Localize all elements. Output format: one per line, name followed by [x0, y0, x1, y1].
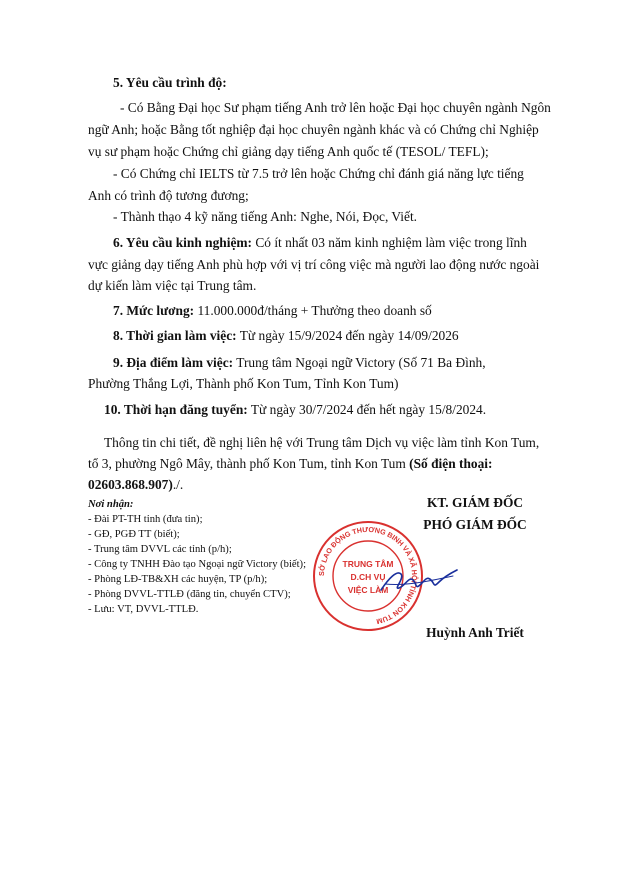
- section-5-line: Anh có trình độ tương đương;: [88, 188, 249, 203]
- recipient-item: - Công ty TNHH Đào tạo Ngoại ngữ Victory (biết);: [88, 559, 307, 570]
- section-6-label: 6. Yêu cầu kinh nghiệm:: [113, 235, 253, 250]
- recipient-item: - Phòng LĐ-TB&XH các huyện, TP (p/h);: [88, 574, 268, 585]
- contact-line: Thông tin chi tiết, đề nghị liên hệ với Trung tâm Dịch vụ việc làm tỉnh Kon Tum,: [104, 435, 540, 450]
- section-8-text: Từ ngày 15/9/2024 đến ngày 14/09/2026: [236, 328, 459, 343]
- section-6-line: dự kiến làm việc tại Trung tâm.: [88, 278, 257, 293]
- section-6-text: Có ít nhất 03 năm kinh nghiệm làm việc trong lĩnh: [252, 235, 527, 250]
- contact-line: [88, 453, 492, 475]
- section-7-line: [113, 300, 432, 322]
- section-5-line: vụ sư phạm hoặc Chứng chỉ giảng dạy tiếng Anh quốc tế (TESOL/ TEFL);: [88, 144, 489, 159]
- recipient-item: - Phòng DVVL-TTLĐ (đăng tin, chuyển CTV);: [88, 589, 291, 600]
- recipient-item: - Trung tâm DVVL các tỉnh (p/h);: [88, 544, 232, 555]
- section-7-label: 7. Mức lương:: [113, 303, 195, 318]
- section-9-text: Trung tâm Ngoại ngữ Victory (Số 71 Ba Đình,: [233, 355, 486, 370]
- section-7-text: 11.000.000đ/tháng + Thưởng theo doanh số: [194, 303, 432, 318]
- section-5-line: - Có Chứng chỉ IELTS từ 7.5 trở lên hoặc Chứng chỉ đánh giá năng lực tiếng: [113, 166, 524, 181]
- section-9-line: Phường Thắng Lợi, Thành phố Kon Tum, Tỉnh Kon Tum): [88, 376, 399, 391]
- section-10-line: [104, 399, 486, 421]
- signature-title-1: KT. GIÁM ĐỐC: [426, 495, 524, 510]
- section-6-line: vực giảng dạy tiếng Anh phù hợp với vị trí công việc mà người lao động nước ngoài: [88, 257, 540, 272]
- signer-name: Huỳnh Anh Triết: [426, 625, 524, 640]
- handwritten-signature: [375, 560, 463, 600]
- section-9-line: [113, 352, 486, 374]
- recipient-item: - Đài PT-TH tỉnh (đưa tin);: [88, 514, 203, 525]
- section-8-line: [113, 325, 459, 347]
- contact-address: tổ 3, phường Ngô Mây, thành phố Kon Tum, tỉnh Kon Tum: [88, 456, 410, 471]
- contact-line: [88, 474, 183, 496]
- section-6-line: [113, 232, 527, 254]
- stamp-center-1: TRUNG TÂM: [342, 559, 394, 569]
- stamp-center-2: D.CH VỤ: [350, 572, 386, 582]
- contact-phone-label: (Số điện thoại:: [409, 456, 493, 471]
- recipients-title: Nơi nhận:: [88, 499, 134, 510]
- section-5-line: ngữ Anh; hoặc Bằng tốt nghiệp đại học chuyên ngành khác và có Chứng chỉ Nghiệp: [88, 122, 539, 137]
- recipient-item: - GĐ, PGĐ TT (biết);: [88, 529, 180, 540]
- section-5-line: - Có Bằng Đại học Sư phạm tiếng Anh trở lên hoặc Đại học chuyên ngành Ngôn: [120, 100, 551, 115]
- section-10-text: Từ ngày 30/7/2024 đến hết ngày 15/8/2024.: [247, 402, 487, 417]
- contact-phone-number: 02603.868.907): [88, 477, 173, 492]
- section-8-label: 8. Thời gian làm việc:: [113, 328, 237, 343]
- contact-end: ./.: [172, 477, 184, 492]
- recipient-item: - Lưu: VT, DVVL-TTLĐ.: [88, 604, 199, 615]
- stamp-ring-text: SỞ LAO ĐỘNG THƯƠNG BINH VÀ XÃ HỘI TỈNH KON TUM: [316, 524, 420, 627]
- section-5-line: - Thành thạo 4 kỹ năng tiếng Anh: Nghe, Nói, Đọc, Viết.: [113, 209, 418, 224]
- signature-title-2: PHÓ GIÁM ĐỐC: [423, 517, 527, 532]
- recipients-block: [88, 497, 306, 617]
- section-10-label: 10. Thời hạn đăng tuyển:: [104, 402, 248, 417]
- section-5-heading: 5. Yêu cầu trình độ:: [113, 75, 227, 90]
- section-9-label: 9. Địa điểm làm việc:: [113, 355, 234, 370]
- stamp-center-3: VIỆC LÀM: [347, 585, 389, 595]
